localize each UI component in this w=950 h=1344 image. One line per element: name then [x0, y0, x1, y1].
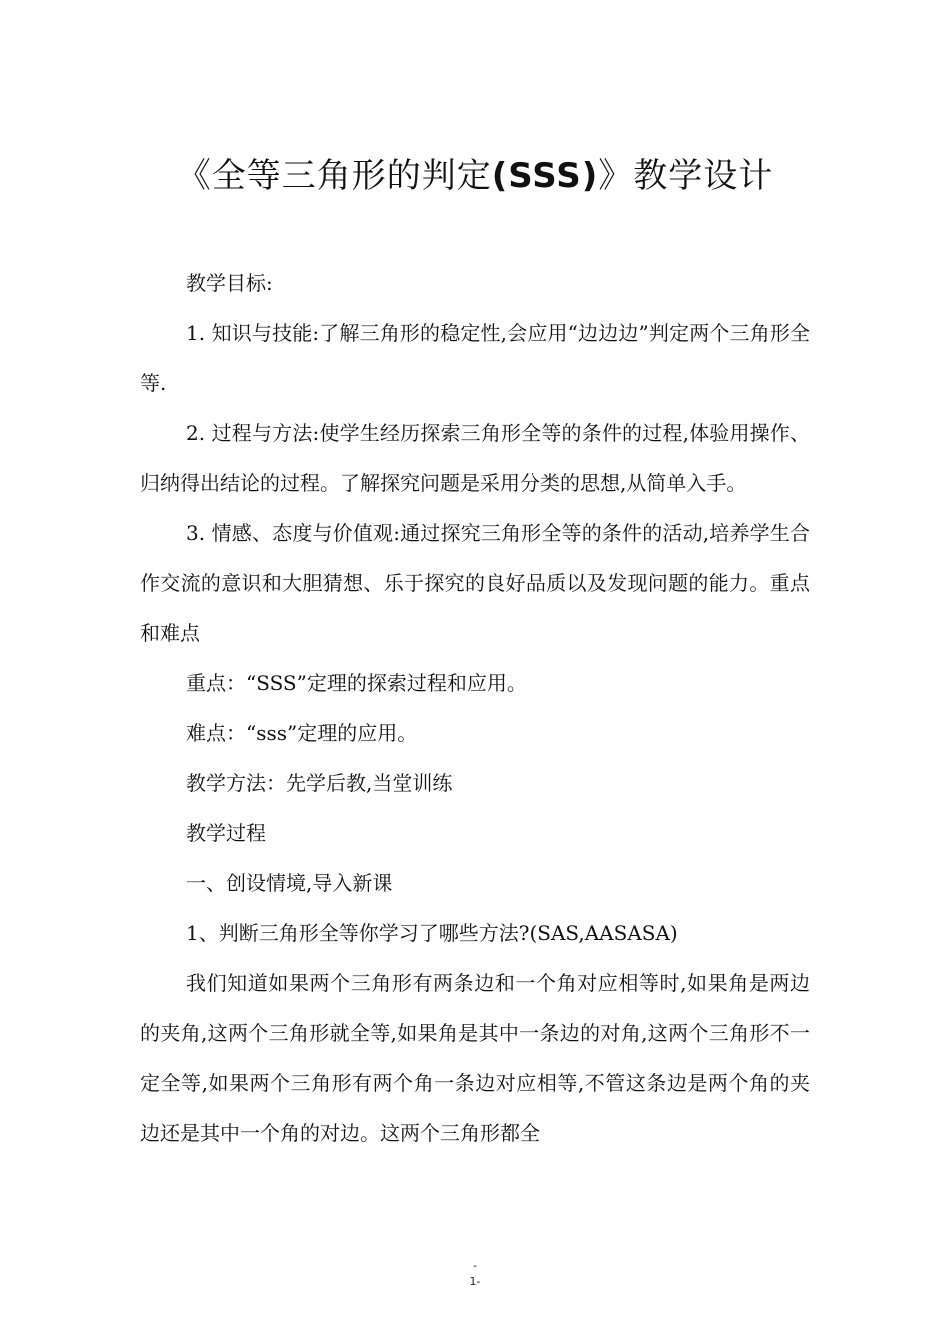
paragraph-difficulty: 难点：“sss”定理的应用。: [186, 721, 418, 745]
paragraph-teaching-method: 教学方法：先学后教,当堂训练: [186, 771, 453, 795]
title-text-latin: (SSS): [491, 156, 599, 196]
page-footer: [0, 1258, 950, 1290]
page-number: 1-: [469, 1275, 481, 1288]
document-body: [140, 258, 810, 1158]
document-title: [0, 150, 950, 202]
title-text-post: 》教学设计: [598, 156, 774, 196]
paragraph-section-1: 一、创设情境,导入新课: [186, 871, 393, 895]
paragraph-objective-2: 2. 过程与方法:使学生经历探索三角形全等的条件的过程,体验用操作、归纳得出结论的过程。了解探究问题是采用分类的思想,从简单入手。: [140, 421, 810, 495]
title-text-pre: 《全等三角形的判定: [176, 156, 492, 196]
paragraph-explanation: 我们知道如果两个三角形有两条边和一个角对应相等时,如果角是两边的夹角,这两个三角形就全等,如果角是其中一条边的对角,这两个三角形不一定全等,如果两个三角形有两个角一条边对应相等,不管这条边是两个角的夹边还是其中一个角的对边。这两个三角形都全: [140, 971, 810, 1145]
paragraph-objective-1: 1. 知识与技能:了解三角形的稳定性,会应用“边边边”判定两个三角形全等.: [140, 321, 810, 395]
paragraph-key-point: 重点：“SSS”定理的探索过程和应用。: [186, 671, 527, 695]
paragraph-teaching-process: 教学过程: [186, 821, 266, 845]
paragraph-objective-3: 3. 情感、态度与价值观:通过探究三角形全等的条件的活动,培养学生合作交流的意识和大胆猜想、乐于探究的良好品质以及发现问题的能力。重点和难点: [140, 521, 810, 645]
footer-dash: -: [473, 1259, 477, 1272]
paragraph-objectives-heading: 教学目标:: [186, 271, 273, 295]
paragraph-question-1: 1、判断三角形全等你学习了哪些方法?(SAS,AASASA): [186, 921, 678, 945]
